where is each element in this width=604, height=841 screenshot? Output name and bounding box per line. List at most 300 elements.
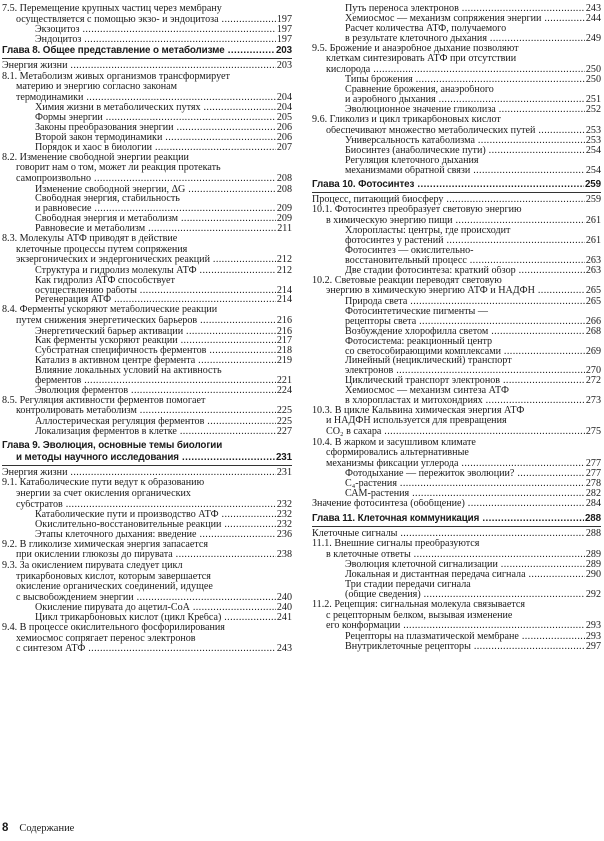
toc-page-number: 268 bbox=[585, 326, 601, 337]
chapter-divider bbox=[312, 526, 601, 527]
section-label: Содержание bbox=[19, 823, 75, 834]
toc-page-number: 205 bbox=[276, 113, 292, 124]
page-number: 8 bbox=[2, 822, 9, 834]
toc-right-column bbox=[312, 4, 601, 652]
toc-entry-title: Второй закон термодинамики ..... bbox=[2, 133, 292, 143]
toc-entry-title: механизмами обратной связи ..... bbox=[312, 166, 601, 176]
toc-entry-title: Формы энергии ..... bbox=[2, 113, 292, 123]
toc-page-number: 225 bbox=[276, 416, 292, 427]
toc-page-number: 289 bbox=[585, 560, 601, 571]
toc-entry bbox=[2, 603, 292, 613]
toc-entry bbox=[2, 406, 292, 417]
toc-entry bbox=[2, 530, 292, 540]
toc-page-number: 259 bbox=[585, 194, 601, 205]
toc-entry-title: со светособирающими комплексами ..... bbox=[312, 347, 601, 357]
toc-entry-title: Фотосинтез — окислительно- bbox=[345, 246, 474, 257]
toc-entry-title: Глава 11. Клеточная коммуникация ..... bbox=[312, 513, 601, 524]
toc-page-number: 208 bbox=[276, 184, 292, 195]
toc-entry bbox=[312, 266, 601, 276]
toc-page-number: 241 bbox=[276, 613, 292, 624]
toc-entry-title: Линейный (нециклический) транспорт bbox=[345, 356, 512, 367]
toc-page-number: 277 bbox=[585, 458, 601, 469]
toc-page-number: 243 bbox=[276, 644, 292, 655]
toc-entry bbox=[2, 550, 292, 561]
toc-entry bbox=[312, 156, 601, 166]
chapter-divider bbox=[2, 465, 292, 466]
toc-entry bbox=[312, 550, 601, 561]
toc-page-number: 232 bbox=[276, 499, 292, 510]
toc-entry-title: контролировать метаболизм ..... bbox=[2, 406, 292, 416]
toc-entry bbox=[2, 468, 292, 479]
toc-entry bbox=[2, 255, 292, 266]
toc-entry-title: Типы брожения ..... bbox=[312, 75, 601, 85]
toc-entry bbox=[2, 510, 292, 520]
toc-entry bbox=[2, 356, 292, 366]
toc-entry bbox=[312, 276, 601, 287]
toc-entry bbox=[312, 286, 601, 297]
toc-entry bbox=[312, 560, 601, 570]
toc-entry-title: и равновесие ..... bbox=[2, 204, 292, 214]
toc-page-number: 221 bbox=[276, 376, 292, 386]
toc-page-number: 207 bbox=[276, 142, 292, 153]
toc-entry bbox=[312, 317, 601, 327]
toc-entry-title: восстановительный процесс ..... bbox=[312, 256, 601, 266]
toc-entry-title: Возбуждение хлорофилла светом ..... bbox=[312, 327, 601, 337]
toc-entry-title: 9.3. За окислением пирувата следует цикл bbox=[2, 561, 183, 571]
toc-page-number: 204 bbox=[276, 103, 292, 114]
toc-entry-title: 10.3. В цикле Кальвина химическая энергия АТФ bbox=[312, 405, 525, 416]
toc-entry bbox=[2, 582, 292, 593]
toc-entry bbox=[312, 600, 601, 611]
toc-entry bbox=[312, 246, 601, 256]
toc-entry-title: рецепторы света ..... bbox=[312, 317, 601, 327]
toc-entry bbox=[312, 4, 601, 14]
toc-entry-title: Биосинтез (анаболические пути) ..... bbox=[312, 146, 601, 156]
toc-entry-title: осуществляется с помощью экзо- и эндоцитоза ..... bbox=[2, 15, 292, 25]
toc-entry-title: трикарбоновых кислот, которым завершается bbox=[16, 571, 211, 582]
toc-entry-title: 11.2. Рецепция: сигнальная молекула связывается bbox=[312, 600, 526, 611]
toc-page-number: 219 bbox=[276, 356, 292, 367]
toc-entry bbox=[312, 236, 601, 246]
toc-entry bbox=[2, 417, 292, 427]
toc-entry-title: клеткам синтезировать АТФ при отсутствии bbox=[326, 54, 517, 65]
toc-entry bbox=[2, 316, 292, 327]
toc-page-number: 297 bbox=[585, 641, 601, 652]
toc-page-number: 232 bbox=[276, 520, 292, 530]
toc-page-number: 290 bbox=[585, 570, 601, 581]
toc-entry-title: 9.4. В процессе окислительного фосфорилирования bbox=[2, 623, 225, 634]
toc-page-number: 217 bbox=[276, 336, 292, 347]
toc-entry-title: хемиосмос сопрягает перенос электронов bbox=[16, 633, 196, 644]
toc-entry bbox=[2, 103, 292, 113]
toc-entry bbox=[2, 214, 292, 224]
toc-entry bbox=[2, 561, 292, 572]
toc-page-number: 252 bbox=[585, 105, 601, 115]
toc-entry-title: 9.1. Катаболические пути ведут к образованию bbox=[2, 478, 205, 489]
toc-entry bbox=[312, 459, 601, 470]
toc-page-number: 231 bbox=[275, 451, 292, 463]
page-footer bbox=[2, 822, 74, 838]
toc-entry-title: обеспечивают множество метаболических путей ..... bbox=[312, 126, 601, 136]
toc-entry-title: Циклический транспорт электронов ..... bbox=[312, 376, 601, 386]
toc-entry-title: Цикл трикарбоновых кислот (цикл Кребса) ..... bbox=[2, 613, 292, 623]
toc-entry bbox=[312, 327, 601, 337]
toc-page-number: 197 bbox=[276, 14, 292, 25]
toc-page-number: 227 bbox=[276, 426, 292, 437]
toc-page-number: 209 bbox=[276, 204, 292, 215]
toc-entry bbox=[312, 256, 601, 266]
toc-entry bbox=[312, 205, 601, 216]
toc-entry bbox=[2, 194, 292, 204]
toc-page-number: 251 bbox=[585, 95, 601, 106]
toc-entry-title: 9.6. Гликолиз и цикл трикарбоновых кислот bbox=[312, 114, 501, 125]
toc-entry-title: 9.2. В гликолизе химическая энергия запасается bbox=[2, 539, 209, 550]
toc-entry-title: 7.5. Перемещение крупных частиц через мембрану bbox=[2, 4, 222, 14]
toc-page-number: 224 bbox=[276, 385, 292, 396]
toc-entry bbox=[312, 469, 601, 479]
toc-page-number: 261 bbox=[585, 215, 601, 226]
toc-entry bbox=[312, 438, 601, 449]
toc-entry-title: энергии за счет окисления органических bbox=[16, 488, 191, 499]
toc-entry-title: Клеточные сигналы ..... bbox=[312, 529, 601, 539]
toc-entry bbox=[312, 529, 601, 540]
toc-entry bbox=[2, 61, 292, 72]
toc-entry bbox=[2, 540, 292, 551]
toc-entry-title: Окислительно-восстановительные реакции ..... bbox=[2, 520, 292, 530]
toc-entry-title: ферментов ..... bbox=[2, 376, 292, 386]
toc-page-number: 266 bbox=[585, 316, 601, 327]
toc-entry-title: Свободная энергия, стабильность bbox=[35, 194, 180, 205]
toc-entry bbox=[2, 82, 292, 93]
toc-entry bbox=[2, 174, 292, 185]
toc-page-number: 263 bbox=[585, 266, 601, 276]
toc-entry-title: C₄-растения ..... bbox=[312, 479, 601, 489]
toc-entry-title: Как гидролиз АТФ способствует bbox=[35, 275, 175, 286]
toc-entry bbox=[312, 44, 601, 55]
toc-entry-title: 8.2. Изменение свободной энергии реакции bbox=[2, 152, 189, 163]
toc-entry bbox=[2, 245, 292, 256]
toc-page-number: 240 bbox=[276, 603, 292, 614]
toc-page-number: 211 bbox=[277, 224, 292, 235]
toc-entry-title: Локальная и дистантная передача сигнала ..... bbox=[312, 570, 601, 580]
toc-entry bbox=[2, 336, 292, 346]
toc-entry bbox=[312, 34, 601, 44]
toc-entry bbox=[312, 24, 601, 34]
toc-entry-title: Внутриклеточные рецепторы ..... bbox=[312, 642, 601, 652]
toc-entry-title: фотосинтез у растений ..... bbox=[312, 236, 601, 246]
toc-entry bbox=[2, 15, 292, 26]
toc-entry-title: субстратов ..... bbox=[2, 500, 292, 510]
toc-entry bbox=[2, 185, 292, 195]
toc-entry bbox=[312, 105, 601, 115]
toc-entry-title: Две стадии фотосинтеза: краткий обзор ..... bbox=[312, 266, 601, 276]
toc-entry bbox=[312, 95, 601, 105]
toc-page-number: 272 bbox=[585, 376, 601, 387]
toc-entry-title: осуществлению работы ..... bbox=[2, 286, 292, 296]
toc-entry bbox=[312, 489, 601, 499]
toc-entry-title: Локализация ферментов в клетке ..... bbox=[2, 427, 292, 437]
toc-entry bbox=[2, 593, 292, 604]
toc-page-number: 265 bbox=[585, 286, 601, 297]
toc-chapter-heading bbox=[2, 45, 292, 57]
toc-entry-title: окисление органических соединений, идущее bbox=[16, 582, 213, 593]
toc-entry bbox=[312, 580, 601, 590]
toc-entry bbox=[312, 448, 601, 459]
toc-entry-title: Химия жизни в метаболических путях ..... bbox=[2, 103, 292, 113]
toc-entry-title: Сравнение брожения, анаэробного bbox=[345, 85, 494, 96]
toc-entry-title: при окислении глюкозы до пирувата ..... bbox=[2, 550, 292, 560]
toc-page-number: 293 bbox=[585, 621, 601, 632]
toc-page-number: 243 bbox=[585, 4, 601, 14]
toc-page-number: 277 bbox=[585, 469, 601, 480]
toc-entry bbox=[312, 590, 601, 600]
toc-page-number: 263 bbox=[585, 256, 601, 266]
toc-entry-title: Катаболические пути и производство АТФ ..... bbox=[2, 510, 292, 520]
toc-page-number: 250 bbox=[585, 75, 601, 86]
toc-page-number: 197 bbox=[276, 25, 292, 36]
toc-entry-title: Три стадии передачи сигнала bbox=[345, 580, 471, 591]
toc-entry-title: 10.1. Фотосинтез преобразует световую энергию bbox=[312, 205, 522, 216]
toc-entry bbox=[312, 75, 601, 85]
toc-entry bbox=[312, 54, 601, 65]
toc-entry bbox=[2, 93, 292, 104]
toc-entry bbox=[312, 166, 601, 176]
toc-entry bbox=[312, 307, 601, 317]
toc-entry bbox=[2, 613, 292, 623]
toc-page-number: 289 bbox=[585, 549, 601, 560]
toc-page-number: 240 bbox=[276, 592, 292, 603]
toc-page-number: 265 bbox=[585, 297, 601, 307]
toc-entry bbox=[2, 346, 292, 356]
toc-entry bbox=[312, 416, 601, 427]
toc-entry bbox=[312, 479, 601, 489]
toc-page-number: 275 bbox=[585, 427, 601, 438]
toc-entry-title: Процесс, питающий биосферу ..... bbox=[312, 195, 601, 205]
toc-page-number: 288 bbox=[585, 528, 601, 539]
toc-entry-title: Рецепторы на плазматической мембране ..... bbox=[312, 632, 601, 642]
toc-page-number: 259 bbox=[584, 178, 601, 190]
toc-entry bbox=[2, 478, 292, 489]
toc-entry bbox=[312, 570, 601, 580]
toc-entry bbox=[312, 621, 601, 632]
toc-entry-title: Хемиосмос — механизм синтеза АТФ bbox=[345, 386, 509, 396]
toc-entry bbox=[312, 297, 601, 307]
toc-page-number: 206 bbox=[276, 133, 292, 143]
toc-entry-title: Катализ в активном центре фермента ..... bbox=[2, 356, 292, 366]
toc-entry-title: экзергонических и эндергонических реакций ..... bbox=[2, 255, 292, 265]
toc-entry bbox=[2, 305, 292, 316]
toc-entry-title: Хемиосмос — механизм сопряжения энергии ..... bbox=[312, 14, 601, 24]
toc-page-number: 293 bbox=[585, 631, 601, 642]
toc-page-number: 288 bbox=[584, 512, 601, 524]
toc-entry bbox=[312, 14, 601, 24]
toc-entry bbox=[2, 520, 292, 530]
toc-entry-title: Глава 10. Фотосинтез ..... bbox=[312, 179, 601, 190]
toc-entry-title: Природа света ..... bbox=[312, 297, 601, 307]
toc-entry-title: (общие сведения) ..... bbox=[312, 590, 601, 600]
toc-entry-title: Энергетический барьер активации ..... bbox=[2, 327, 292, 337]
toc-entry-title: Регенерация АТФ ..... bbox=[2, 295, 292, 305]
toc-entry bbox=[312, 126, 601, 137]
toc-entry-title: Эндоцитоз ..... bbox=[2, 35, 292, 45]
toc-page-number: 218 bbox=[276, 346, 292, 357]
toc-entry bbox=[2, 224, 292, 234]
toc-entry bbox=[2, 123, 292, 133]
toc-entry-title: с высвобождением энергии ..... bbox=[2, 593, 292, 603]
toc-entry bbox=[312, 386, 601, 396]
toc-entry bbox=[2, 295, 292, 305]
toc-page-number: 254 bbox=[585, 145, 601, 156]
toc-entry-title: Фотодыхание — пережиток эволюции? ..... bbox=[312, 469, 601, 479]
toc-entry bbox=[2, 276, 292, 286]
toc-entry bbox=[312, 226, 601, 236]
toc-entry-title: Законы преобразования энергии ..... bbox=[2, 123, 292, 133]
toc-page-number: 282 bbox=[585, 489, 601, 500]
toc-entry bbox=[2, 386, 292, 396]
toc-entry-title: Хлоропласты: центры, где происходит bbox=[345, 226, 511, 237]
toc-page-number: 214 bbox=[276, 285, 292, 296]
toc-entry-title: 10.4. В жарком и засушливом климате bbox=[312, 437, 476, 448]
toc-page-number: 284 bbox=[585, 499, 601, 510]
toc-entry-title: Свободная энергия и метаболизм ..... bbox=[2, 214, 292, 224]
toc-entry-title: Регуляция клеточного дыхания bbox=[345, 155, 479, 166]
toc-entry bbox=[312, 115, 601, 126]
toc-entry-title: 10.2. Световые реакции переводят световую bbox=[312, 275, 502, 286]
toc-entry bbox=[312, 376, 601, 386]
toc-entry-title: Структура и гидролиз молекулы АТФ ..... bbox=[2, 266, 292, 276]
toc-page-number: 238 bbox=[276, 550, 292, 561]
toc-entry bbox=[312, 632, 601, 642]
toc-page-number: 249 bbox=[585, 33, 601, 44]
toc-entry-title: энергию в химическую энергию АТФ и НАДФН ..... bbox=[312, 286, 601, 296]
toc-entry-title: с рецепторным белком, вызывая изменение bbox=[326, 610, 513, 621]
toc-entry bbox=[312, 136, 601, 146]
toc-entry-title: Фотосинтетические пигменты — bbox=[345, 306, 488, 317]
toc-entry-title: 8.3. Молекулы АТФ приводят в действие bbox=[2, 234, 178, 245]
toc-entry-title: Расчет количества АТФ, получаемого bbox=[345, 23, 507, 34]
toc-page-number: 231 bbox=[276, 467, 292, 478]
toc-left-column bbox=[2, 4, 292, 655]
toc-entry-title: Этапы клеточного дыхания: введение ..... bbox=[2, 530, 292, 540]
toc-page-number: 203 bbox=[276, 60, 292, 71]
toc-entry-title: Эволюция клеточной сигнализации ..... bbox=[312, 560, 601, 570]
toc-entry bbox=[2, 4, 292, 15]
toc-entry bbox=[312, 427, 601, 438]
toc-entry bbox=[2, 366, 292, 376]
toc-entry bbox=[2, 25, 292, 35]
toc-entry bbox=[2, 427, 292, 437]
toc-page-number: 236 bbox=[276, 529, 292, 540]
toc-entry-title: электронов ..... bbox=[312, 366, 601, 376]
chapter-divider bbox=[312, 192, 601, 193]
toc-page-number: 212 bbox=[276, 255, 292, 266]
toc-entry-title: и методы научного исследования ..... bbox=[2, 452, 292, 463]
toc-entry bbox=[312, 396, 601, 406]
toc-entry-title: САМ-растения ..... bbox=[312, 489, 601, 499]
toc-entry bbox=[2, 153, 292, 164]
toc-entry-title: клеточные процессы путем сопряжения bbox=[16, 244, 188, 255]
toc-entry bbox=[2, 163, 292, 174]
toc-entry-title: 8.4. Ферменты ускоряют метаболические реакции bbox=[2, 305, 218, 316]
toc-chapter-heading bbox=[312, 513, 601, 525]
toc-page-number: 216 bbox=[276, 326, 292, 337]
toc-page-number: 253 bbox=[585, 136, 601, 146]
toc-chapter-heading bbox=[2, 440, 292, 452]
toc-entry bbox=[312, 406, 601, 417]
toc-entry-title: кислорода ..... bbox=[312, 65, 601, 75]
toc-entry-title: в результате клеточного дыхания ..... bbox=[312, 34, 601, 44]
toc-entry-title: Эволюция ферментов ..... bbox=[2, 386, 292, 396]
toc-entry bbox=[2, 72, 292, 83]
toc-page-number: 197 bbox=[276, 35, 292, 45]
toc-entry bbox=[312, 146, 601, 156]
toc-entry-title: CO₂ в сахара ..... bbox=[312, 427, 601, 437]
toc-entry bbox=[312, 499, 601, 510]
toc-page-number: 273 bbox=[585, 395, 601, 406]
toc-page-number: 204 bbox=[276, 92, 292, 103]
toc-entry-title: Значение фотосинтеза (обобщение) ..... bbox=[312, 499, 601, 509]
toc-entry bbox=[312, 216, 601, 227]
toc-page-number: 292 bbox=[585, 590, 601, 601]
toc-entry-title: Энергия жизни ..... bbox=[2, 468, 292, 478]
toc-page-number: 269 bbox=[585, 346, 601, 357]
toc-entry bbox=[2, 489, 292, 500]
toc-entry bbox=[2, 113, 292, 123]
toc-page-number: 203 bbox=[275, 44, 292, 56]
toc-entry-title: 8.1. Метаболизм живых организмов трансформирует bbox=[2, 71, 230, 82]
toc-entry-title: сформировались альтернативные bbox=[326, 448, 469, 459]
toc-entry bbox=[2, 143, 292, 153]
toc-entry bbox=[312, 85, 601, 95]
toc-entry-title: Как ферменты ускоряют реакции ..... bbox=[2, 336, 292, 346]
toc-entry bbox=[312, 611, 601, 622]
toc-entry-title: с синтезом АТФ ..... bbox=[2, 644, 292, 654]
toc-entry-title: Влияние локальных условий на активность bbox=[35, 366, 222, 377]
toc-page-number: 209 bbox=[276, 214, 292, 225]
toc-entry-title: 9.5. Брожение и анаэробное дыхание позволяют bbox=[312, 43, 519, 54]
toc-entry bbox=[2, 396, 292, 407]
toc-page-number: 278 bbox=[585, 479, 601, 490]
toc-entry-title: его конформации ..... bbox=[312, 621, 601, 631]
toc-page-number: 244 bbox=[585, 13, 601, 24]
toc-entry-title: Универсальность катаболизма ..... bbox=[312, 136, 601, 146]
toc-entry bbox=[2, 623, 292, 634]
toc-page-number: 214 bbox=[276, 295, 292, 306]
toc-entry-title: Энергия жизни ..... bbox=[2, 61, 292, 71]
toc-entry bbox=[312, 65, 601, 76]
toc-page-number: 254 bbox=[585, 165, 601, 176]
toc-entry bbox=[2, 133, 292, 143]
toc-entry bbox=[2, 35, 292, 45]
toc-page-number: 212 bbox=[276, 265, 292, 276]
toc-chapter-heading bbox=[2, 452, 292, 464]
toc-entry bbox=[312, 366, 601, 376]
toc-entry bbox=[2, 286, 292, 296]
toc-entry-title: материю и энергию согласно законам bbox=[16, 82, 178, 93]
chapter-divider bbox=[2, 58, 292, 59]
toc-entry bbox=[2, 572, 292, 583]
toc-entry-title: Эволюционное значение гликолиза ..... bbox=[312, 105, 601, 115]
toc-page-number: 253 bbox=[585, 125, 601, 136]
toc-entry bbox=[312, 356, 601, 366]
toc-entry bbox=[2, 234, 292, 245]
toc-entry bbox=[312, 195, 601, 206]
toc-entry-title: 8.5. Регуляция активности ферментов помогает bbox=[2, 395, 206, 406]
toc-entry-title: в хлоропластах и митохондриях ..... bbox=[312, 396, 601, 406]
toc-entry bbox=[2, 204, 292, 214]
toc-entry-title: Фотосистема: реакционный центр bbox=[345, 336, 493, 347]
toc-page-number: 208 bbox=[276, 173, 292, 184]
